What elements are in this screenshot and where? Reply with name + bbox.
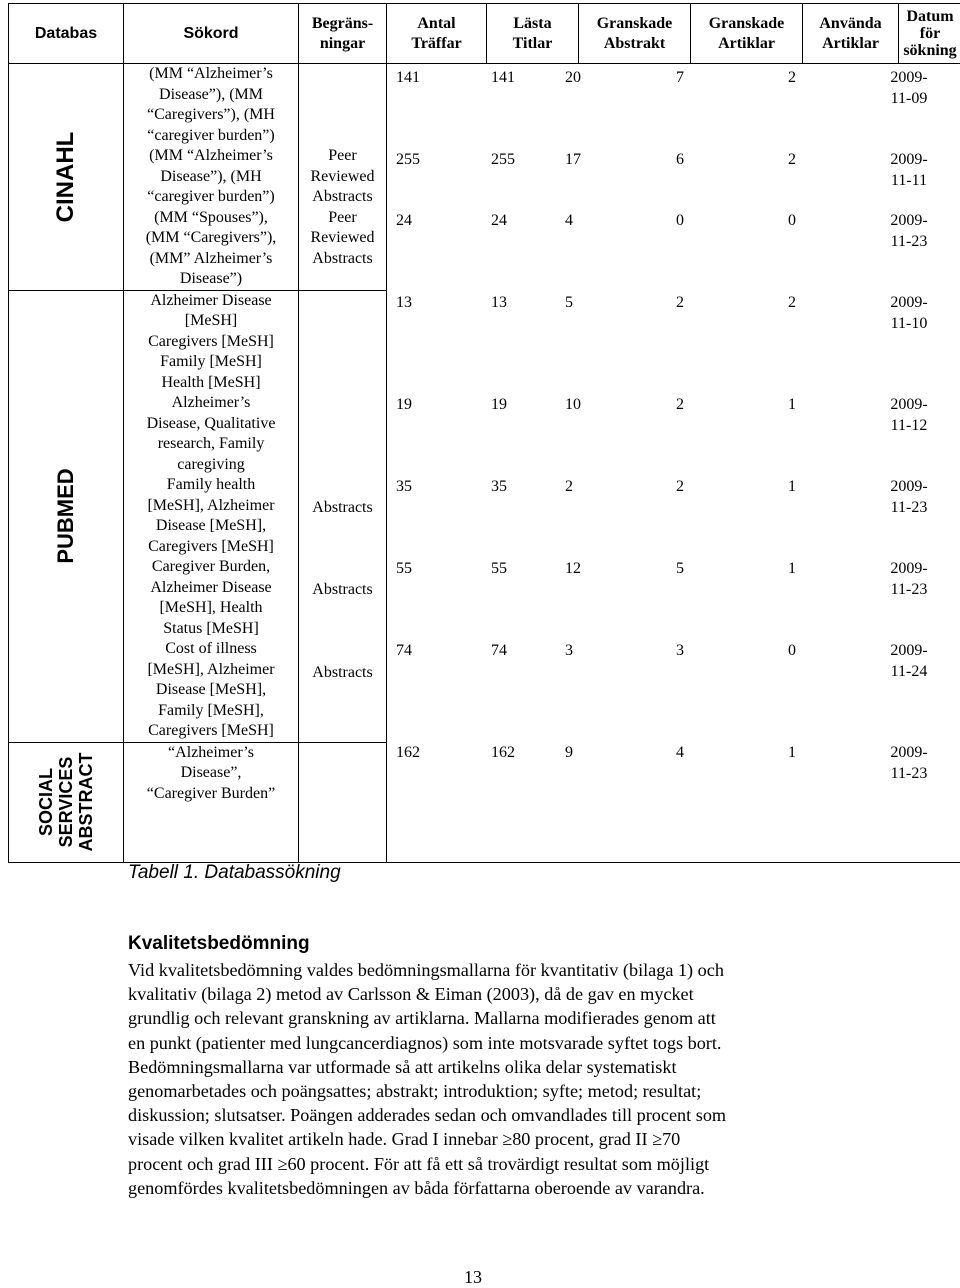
search-term: (MM “Alzheimer’s Disease”), (MM “Caregivers”), (MH “caregiver burden”) xyxy=(124,64,298,146)
search-term: (MM “Spouses”), (MM “Caregivers”), (MM” Alzheimer’s Disease”) xyxy=(124,208,298,290)
database-search-table xyxy=(8,3,960,863)
body-line: procent och grad III ≥60 procent. För att få ett så trovärdigt resultat som möjligt xyxy=(128,1152,848,1176)
header-granskade-artiklar: Granskade Artiklar xyxy=(691,4,803,64)
body-line: Bedömningsmallarna var utformade så att artikelns olika delar systematiskt xyxy=(128,1055,848,1079)
result-row: 55 55 12 5 1 2009- 11-23 xyxy=(387,559,960,603)
result-row: 255 255 17 6 2 2009- 11-11 xyxy=(387,150,960,194)
database-social-services xyxy=(9,742,124,862)
limitation: Peer Reviewed Abstracts xyxy=(299,146,386,208)
body-line: genomfördes kvalitetsbedömningen av båda författarna oberoende av varandra. xyxy=(128,1176,848,1200)
search-term: Family health [MeSH], Alzheimer Disease [MeSH], Caregivers [MeSH] xyxy=(124,475,298,557)
header-sokord: Sökord xyxy=(124,4,299,64)
search-term: Cost of illness [MeSH], Alzheimer Disease [MeSH], Family [MeSH], Caregivers [MeSH] xyxy=(124,639,298,742)
body-line: grundlig och relevant granskning av artiklarna. Mallarna modifierades genom att xyxy=(128,1006,848,1030)
header-antal-traffar: Antal Träffar xyxy=(387,4,487,64)
header-databas: Databas xyxy=(9,4,124,64)
body-line: kvalitativ (bilaga 2) metod av Carlsson & Eiman (2003), då de gav en mycket xyxy=(128,982,848,1006)
search-term: Alzheimer’s Disease, Qualitative research, Family caregiving xyxy=(124,393,298,475)
search-term: Alzheimer Disease [MeSH] Caregivers [MeSH] Family [MeSH] Health [MeSH] xyxy=(124,291,298,394)
search-term: Caregiver Burden, Alzheimer Disease [MeSH], Health Status [MeSH] xyxy=(124,557,298,639)
search-terms-pubmed xyxy=(124,290,299,742)
table-caption: Tabell 1. Databassökning xyxy=(128,862,341,884)
result-row: 19 19 10 2 1 2009- 11-12 xyxy=(387,395,960,439)
result-row: 162 162 9 4 1 2009- 11-23 xyxy=(387,743,960,787)
limitation: Abstracts xyxy=(299,580,386,601)
database-label: CINAHL xyxy=(56,131,77,222)
cinahl-row xyxy=(9,64,960,291)
search-terms-social xyxy=(124,742,299,862)
body-line: Vid kvalitetsbedömning valdes bedömningsmallarna för kvantitativ (bilaga 1) och xyxy=(128,958,848,982)
body-line: en punkt (patienter med lungcancerdiagnos) som inte motsvarade syftet togs bort. xyxy=(128,1031,848,1055)
header-lasta-titlar: Lästa Titlar xyxy=(487,4,579,64)
result-row: 24 24 4 0 0 2009- 11-23 xyxy=(387,211,960,255)
result-row: 13 13 5 2 2 2009- 11-10 xyxy=(387,293,960,337)
header-begransningar: Begräns- ningar xyxy=(299,4,387,64)
limitation: Peer Reviewed Abstracts xyxy=(299,208,386,270)
section-heading: Kvalitetsbedömning xyxy=(128,933,848,955)
database-pubmed xyxy=(9,290,124,742)
result-row: 35 35 2 2 1 2009- 11-23 xyxy=(387,477,960,521)
limitations-social xyxy=(299,742,387,862)
database-label: PUBMED xyxy=(56,468,77,563)
table-header-row xyxy=(9,4,960,64)
quality-assessment-section xyxy=(128,933,848,1200)
limitations-pubmed xyxy=(299,290,387,742)
result-row: 74 74 3 3 0 2009- 11-24 xyxy=(387,641,960,685)
body-line: genomarbetades och poängsattes; abstrakt; introduktion; syfte; metod; resultat; xyxy=(128,1079,848,1103)
header-anvanda-artiklar: Använda Artiklar xyxy=(803,4,899,64)
page-number: 13 xyxy=(464,1267,482,1288)
limitations-cinahl xyxy=(299,64,387,291)
header-granskade-abstrakt: Granskade Abstrakt xyxy=(579,4,691,64)
results-area xyxy=(387,64,960,863)
header-datum: Datum för sökning xyxy=(899,4,960,64)
result-row: 141 141 20 7 2 2009- 11-09 xyxy=(387,68,960,112)
search-term: “Alzheimer’s Disease”, “Caregiver Burden” xyxy=(124,743,298,805)
body-line: visade vilken kvalitet artikeln hade. Grad I innebar ≥80 procent, grad II ≥70 xyxy=(128,1127,848,1151)
search-terms-cinahl xyxy=(124,64,299,291)
limitation: Abstracts xyxy=(299,498,386,519)
body-line: diskussion; slutsatser. Poängen adderades sedan och omvandlades till procent som xyxy=(128,1103,848,1127)
database-label: SOCIAL SERVICES ABSTRACT xyxy=(36,753,96,852)
section-body xyxy=(128,958,848,1200)
limitation: Abstracts xyxy=(299,663,386,684)
search-term: (MM “Alzheimer’s Disease”), (MH “caregiver burden”) xyxy=(124,146,298,208)
database-cinahl xyxy=(9,64,124,291)
